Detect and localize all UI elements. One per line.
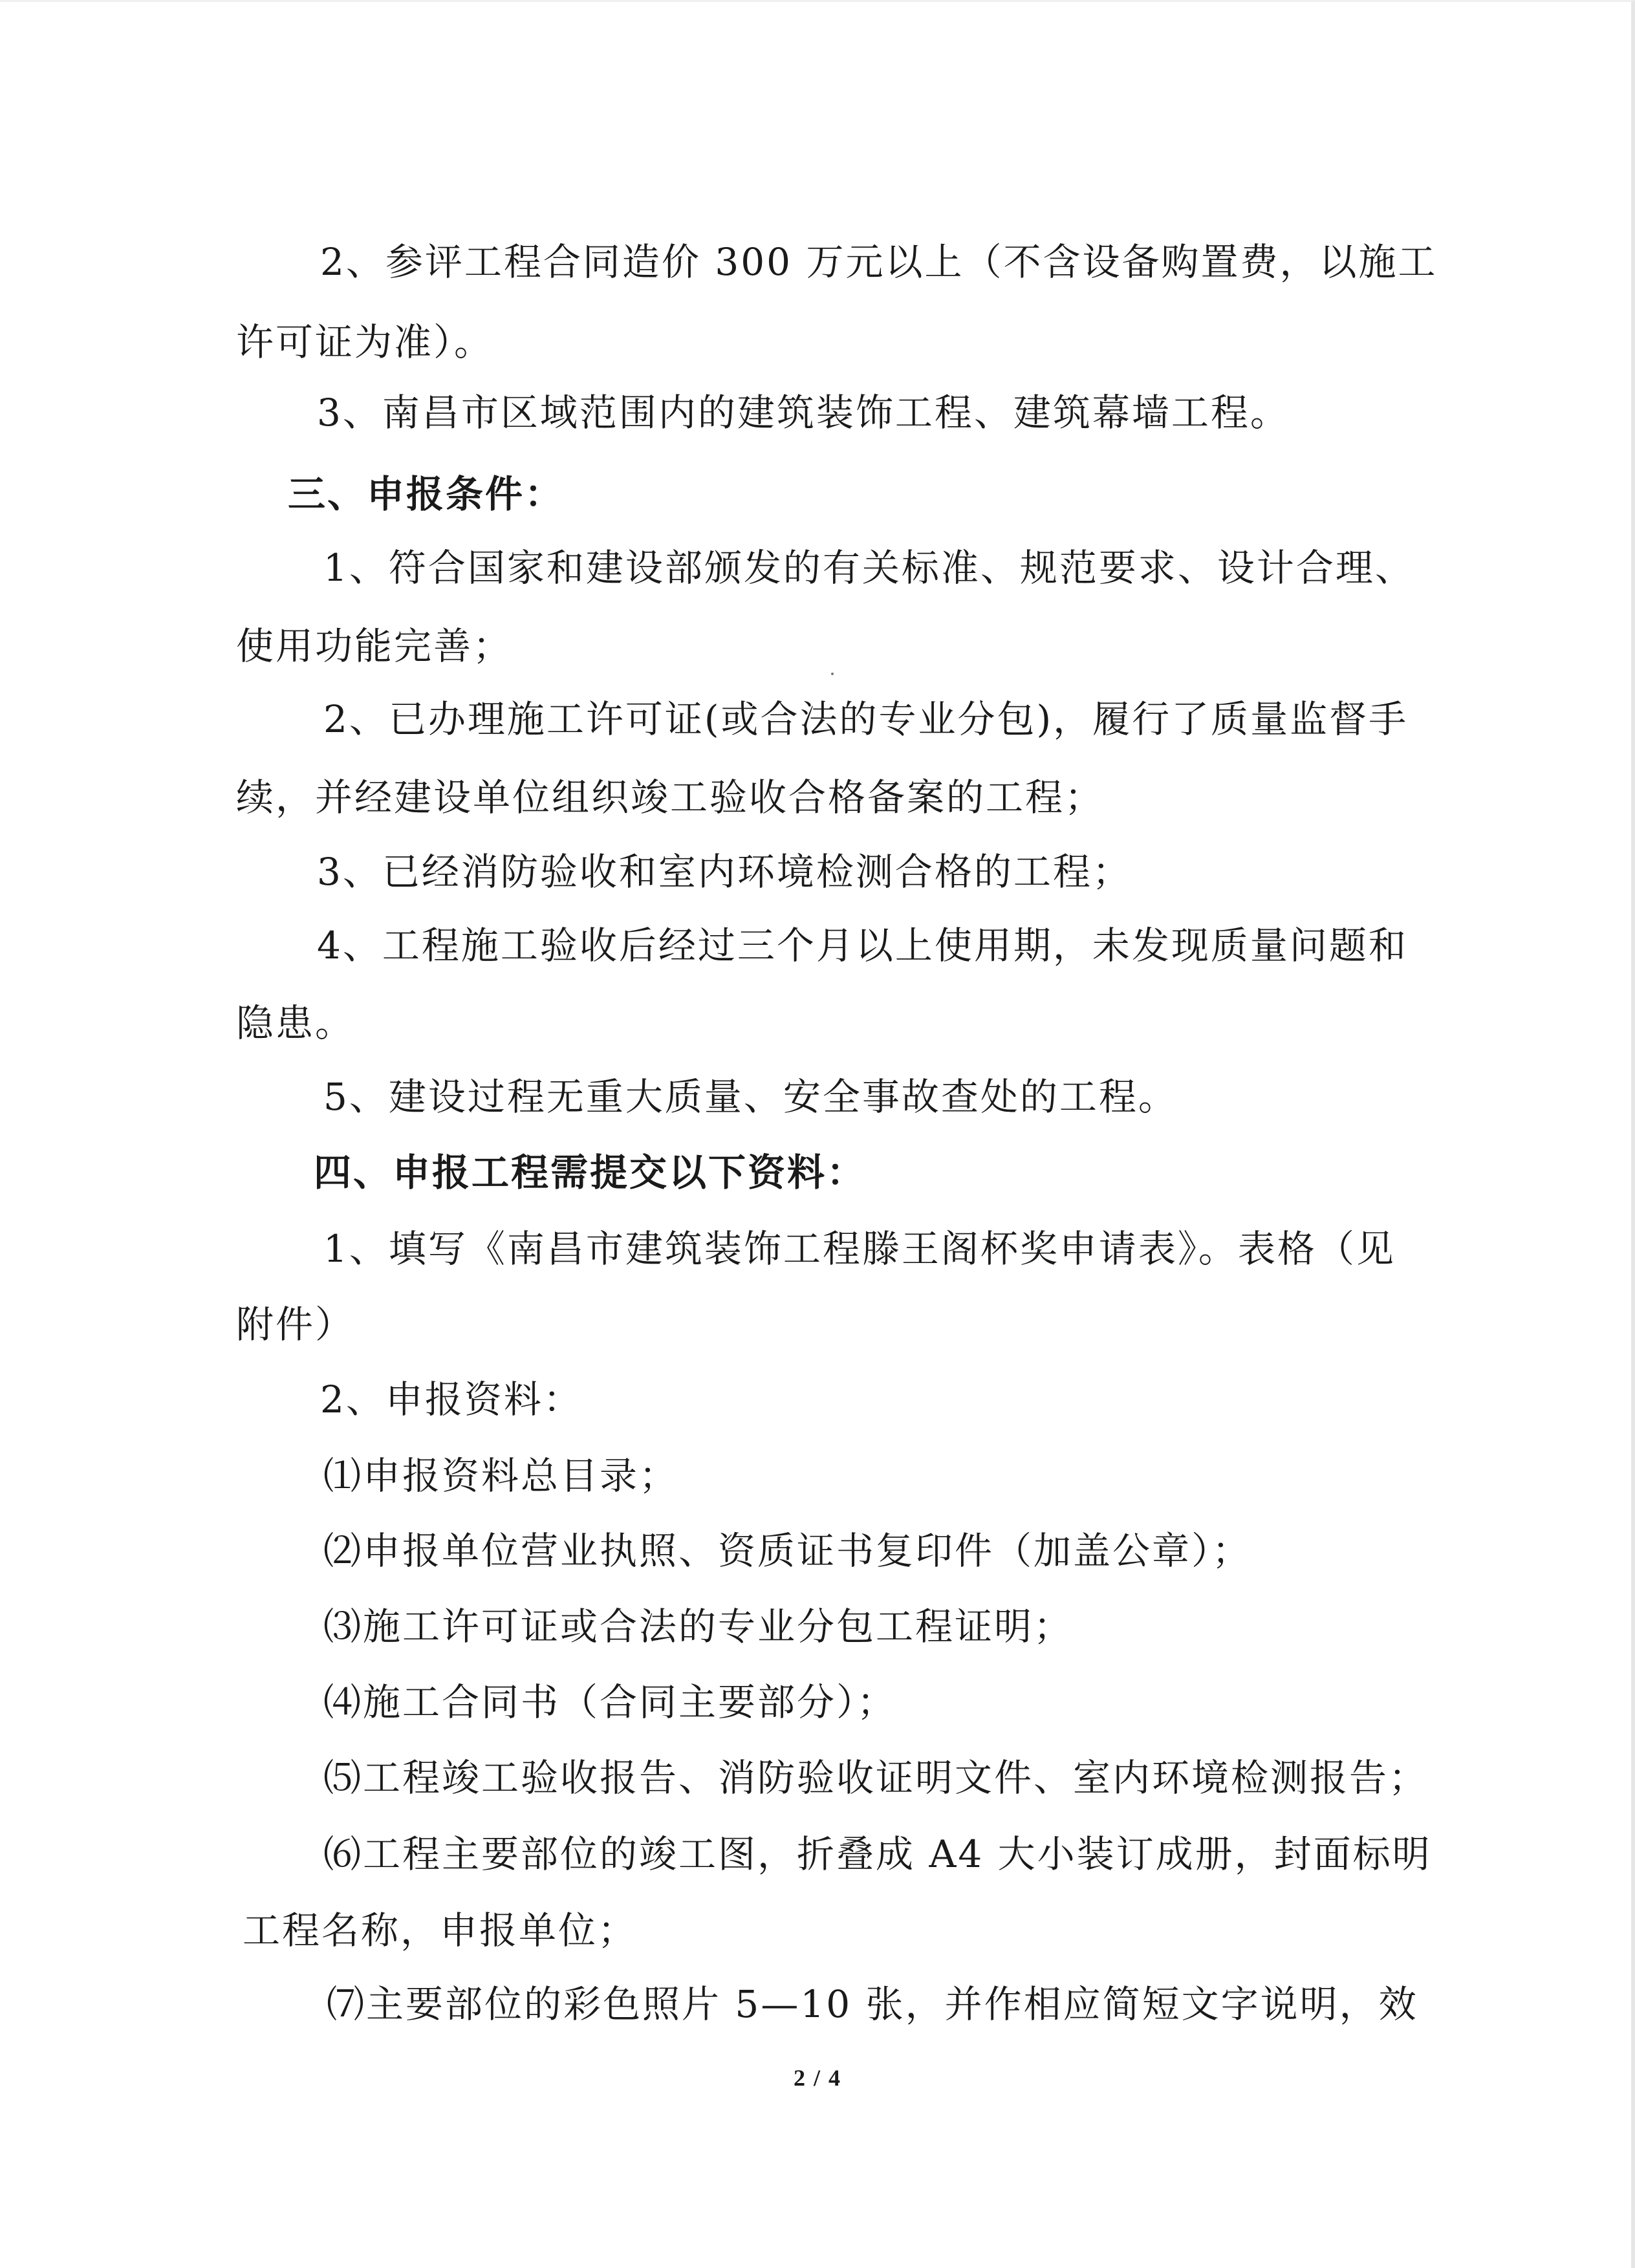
text-line: 3、已经消防验收和室内环境检测合格的工程； xyxy=(317,850,1132,894)
text-line: 1、符合国家和建设部颁发的有关标准、规范要求、设计合理、 xyxy=(323,546,1414,590)
scan-speck xyxy=(831,673,834,675)
page-number: 2 / 4 xyxy=(793,2065,841,2091)
text-line: 2、申报资料： xyxy=(320,1377,583,1421)
text-line: 5、建设过程无重大质量、安全事故查处的工程。 xyxy=(323,1075,1178,1119)
text-line: ⑵申报单位营业执照、资质证书复印件（加盖公章）； xyxy=(323,1529,1252,1573)
text-line: ⑴申报资料总目录； xyxy=(323,1454,679,1498)
text-line: 4、工程施工验收后经过三个月以上使用期，未发现质量问题和 xyxy=(317,923,1408,967)
text-line: 工程名称，申报单位； xyxy=(243,1908,638,1952)
text-line: ⑹工程主要部位的竣工图，折叠成 A4 大小装订成册，封面标明 xyxy=(323,1832,1432,1876)
text-line: 许可证为准）。 xyxy=(236,320,494,364)
text-line: 2、已办理施工许可证(或合法的专业分包)，履行了质量监督手 xyxy=(323,697,1409,741)
section-heading: 四、申报工程需提交以下资料： xyxy=(314,1150,867,1194)
text-line: 续，并经建设单位组织竣工验收合格备案的工程； xyxy=(236,775,1105,819)
text-line: ⑶施工许可证或合法的专业分包工程证明； xyxy=(323,1604,1074,1648)
text-line: ⑸工程竣工验收报告、消防验收证明文件、室内环境检测报告； xyxy=(323,1756,1429,1800)
text-line: ⑷施工合同书（合同主要部分）； xyxy=(323,1680,897,1724)
text-line: 附件） xyxy=(236,1302,355,1346)
text-line: 隐患。 xyxy=(236,1001,355,1045)
text-line: 3、南昌市区域范围内的建筑装饰工程、建筑幕墙工程。 xyxy=(317,391,1290,435)
text-line: 1、填写《南昌市建筑装饰工程滕王阁杯奖申请表》。表格（见 xyxy=(323,1227,1396,1271)
section-heading: 三、申报条件： xyxy=(288,472,565,516)
text-line: 使用功能完善； xyxy=(236,624,513,668)
text-line: ⑺主要部位的彩色照片 5—10 张，并作相应简短文字说明，效 xyxy=(327,1982,1418,2026)
text-line: 2、参评工程合同造价 300 万元以上（不含设备购置费，以施工 xyxy=(320,240,1438,284)
